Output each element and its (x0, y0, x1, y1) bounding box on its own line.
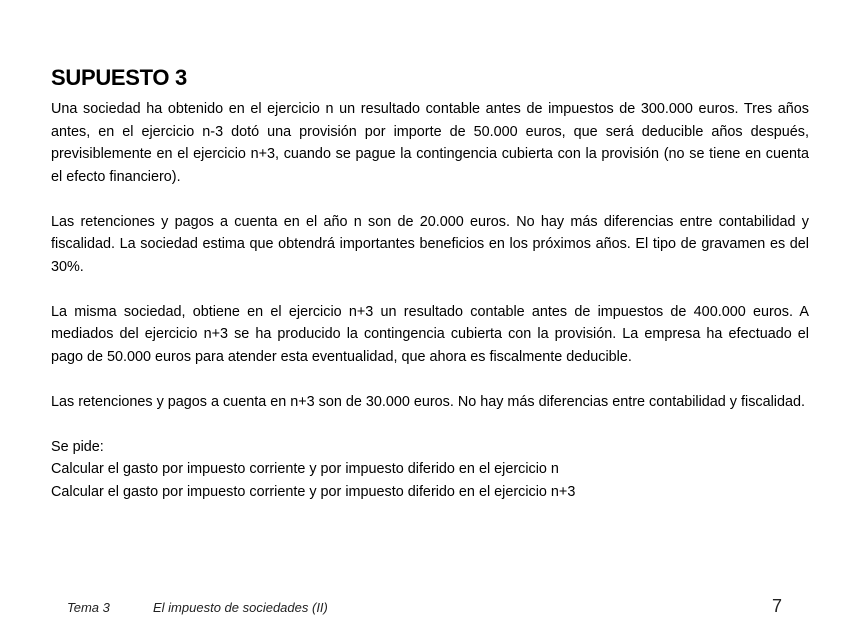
paragraph-spacer (51, 278, 809, 301)
page-number: 7 (772, 596, 783, 616)
paragraph-spacer (51, 188, 809, 211)
slide-content (51, 64, 809, 503)
request-item-2: Calcular el gasto por impuesto corriente y por impuesto diferido en el ejercicio n+3 (51, 483, 576, 500)
slide-title: SUPUESTO 3 (51, 65, 187, 90)
paragraph-3: La misma sociedad, obtiene en el ejercicio n+3 un resultado contable antes de impuestos de 400.000 euros. A mediados del ejercicio n+3 se ha producido la contingencia cubierta con la provisión. La empresa ha efectuado el pago de 50.000 euros para atender esta eventualidad, que ahora es fiscalmente deducible. (51, 303, 809, 365)
paragraph-spacer (51, 368, 809, 391)
paragraph-2: Las retenciones y pagos a cuenta en el año n son de 20.000 euros. No hay más diferencias entre contabilidad y fiscalidad. La sociedad estima que obtendrá importantes beneficios en los próximos años. El tipo de gravamen es del 30%. (51, 213, 809, 275)
footer-tema: Tema 3 (67, 600, 110, 615)
request-heading: Se pide: (51, 438, 104, 455)
request-item-1: Calcular el gasto por impuesto corriente y por impuesto diferido en el ejercicio n (51, 461, 559, 477)
paragraph-4: Las retenciones y pagos a cuenta en n+3 son de 30.000 euros. No hay más diferencias entre contabilidad y fiscalidad. (51, 393, 805, 410)
paragraph-spacer (51, 413, 809, 436)
paragraph-1: Una sociedad ha obtenido en el ejercicio n un resultado contable antes de impuestos de 300.000 euros. Tres años antes, en el ejercicio n-3 dotó una provisión por importe de 50.000 euros, que será deducible años después, previsiblemente en el ejercicio n+3, cuando se pague la contingencia cubierta con la provisión (no se tiene en cuenta el efecto financiero). (51, 101, 809, 185)
footer-title: El impuesto de sociedades (II) (153, 600, 328, 615)
